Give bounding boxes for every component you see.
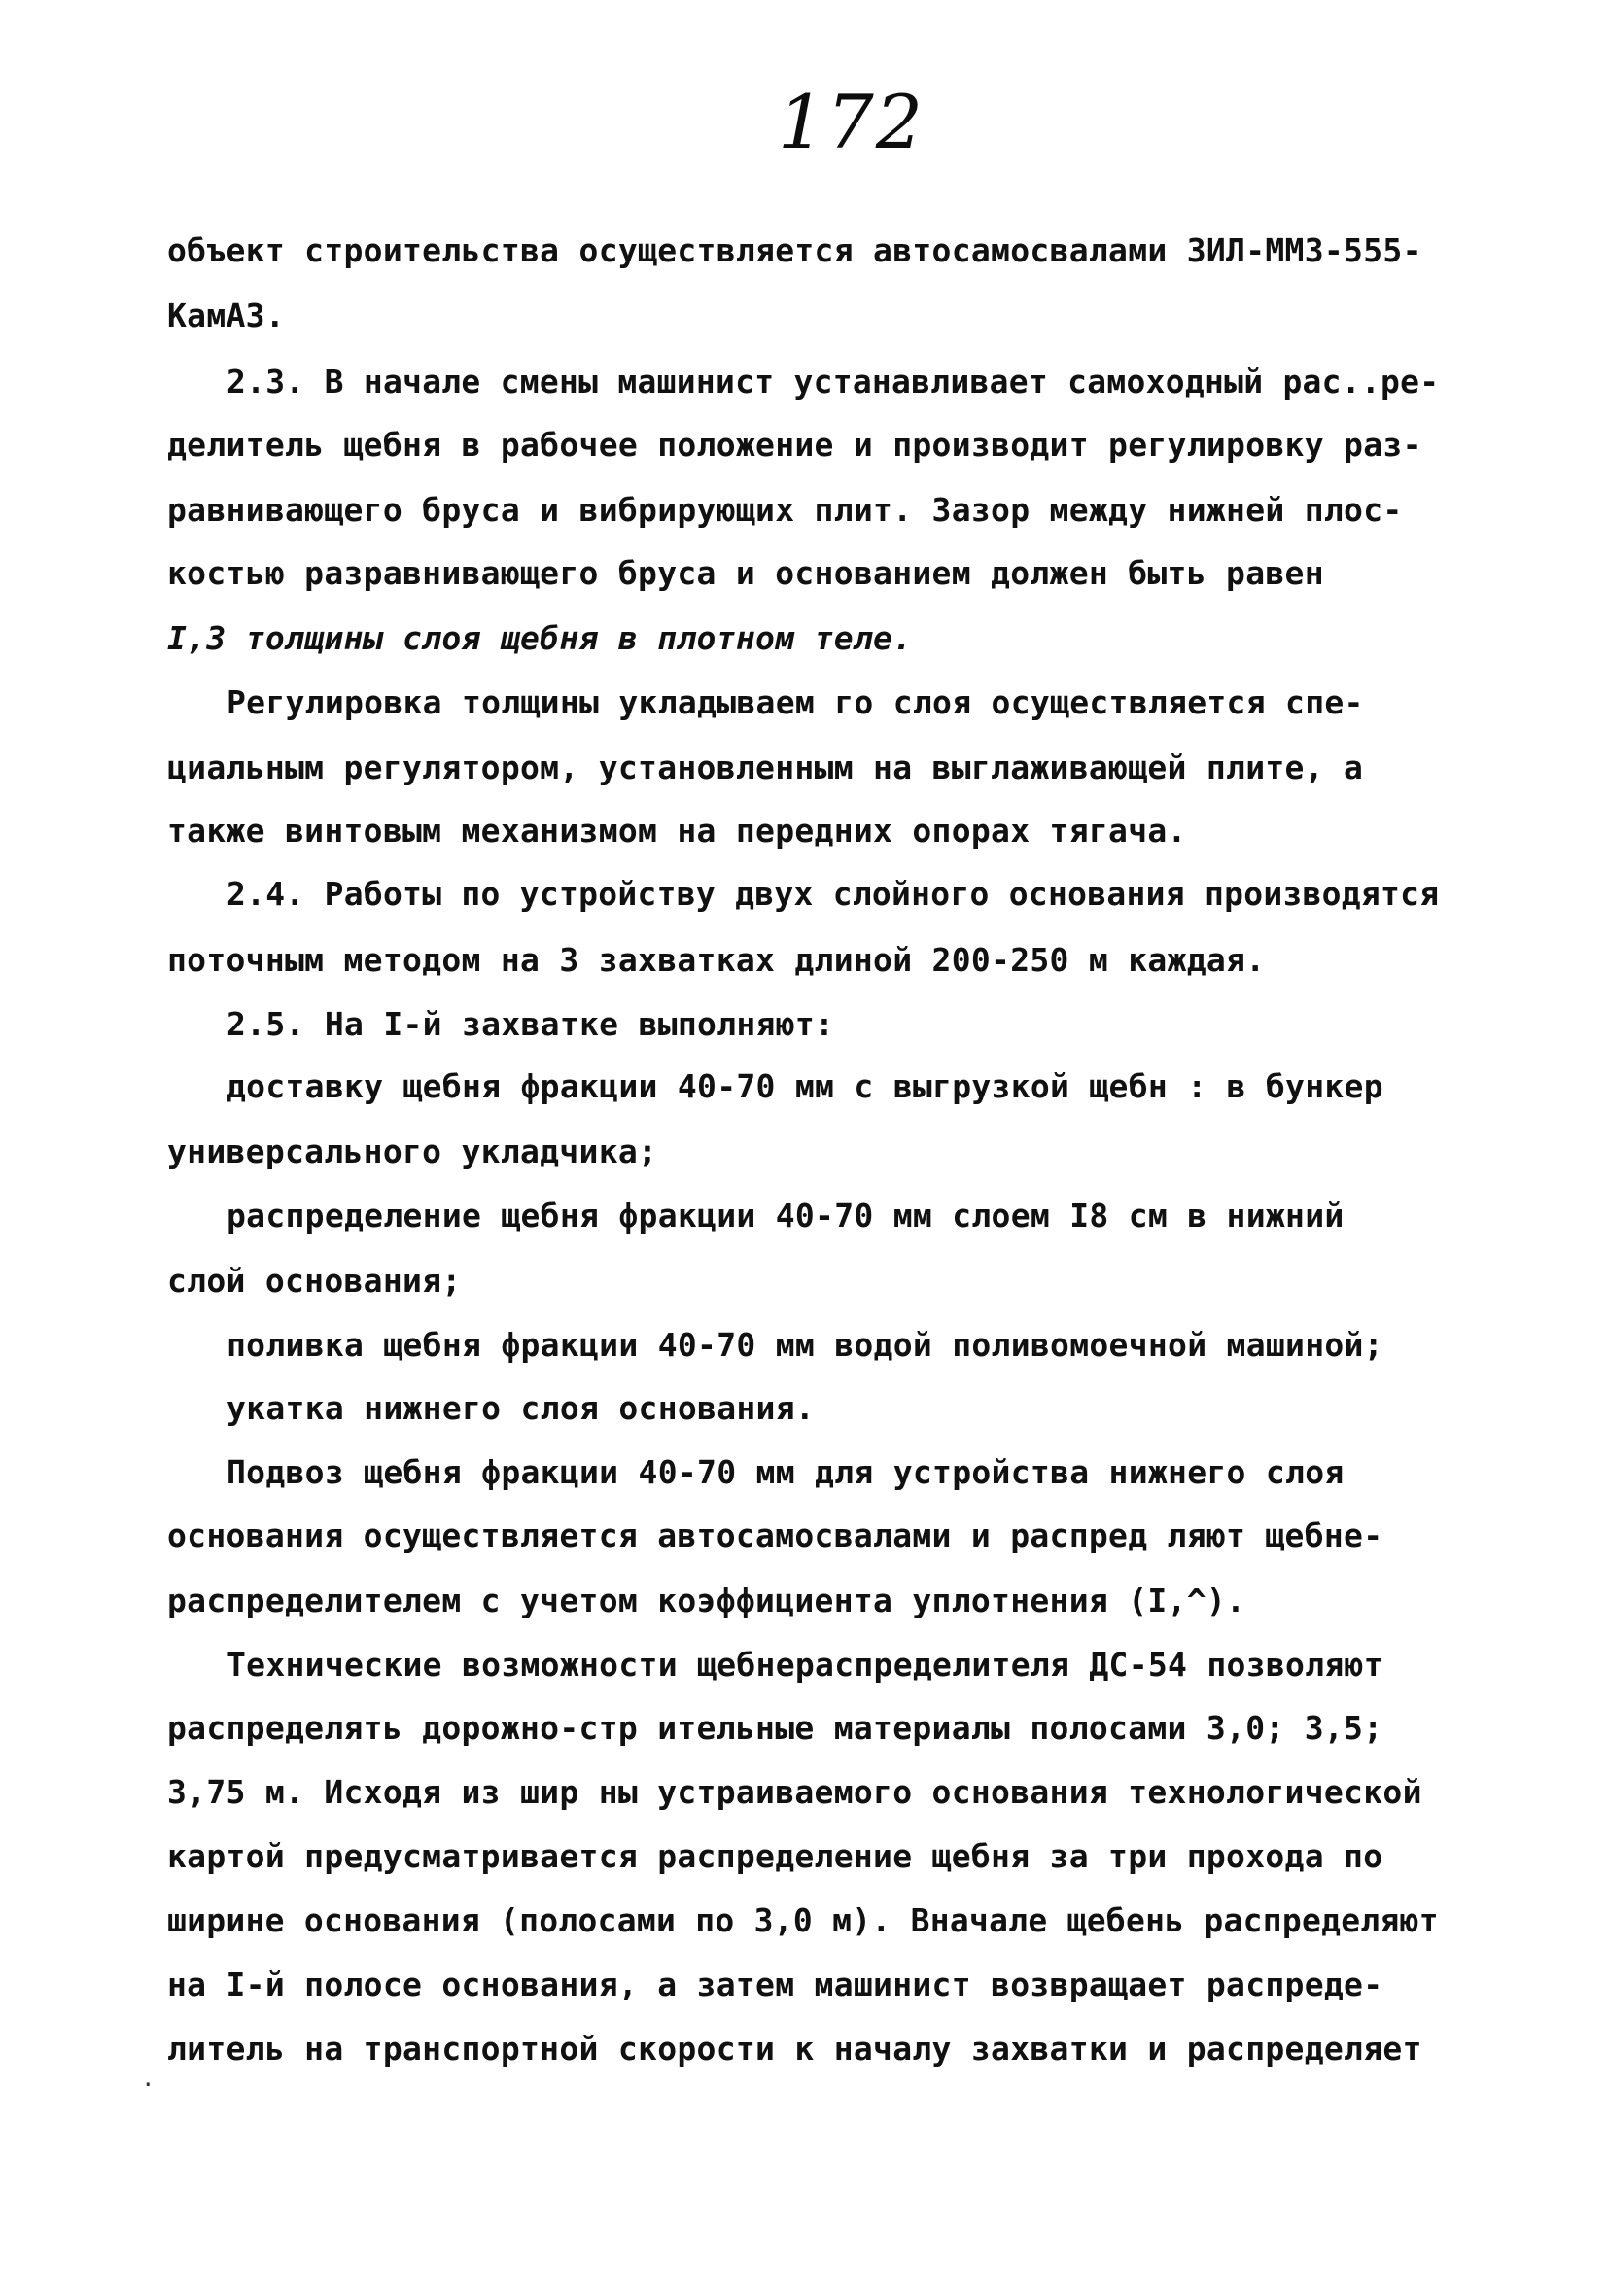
text-line: Регулировка толщины укладываем го слоя осуществляется спе-	[227, 683, 1364, 721]
text-line: основания осуществляется автосамосвалами и распред ляют щебне-	[167, 1516, 1383, 1554]
text-line: распределителем с учетом коэффициента уплотнения (I,^).	[167, 1582, 1246, 1619]
text-line: поливка щебня фракции 40-70 мм водой поливомоечной машиной;	[227, 1326, 1383, 1364]
text-line: 3,75 м. Исходя из шир ны устраиваемого основания технологической	[167, 1773, 1422, 1811]
text-line: циальным регулятором, установленным на выглаживающей плите, а	[167, 748, 1364, 786]
text-line: 2.3. В начале смены машинист устанавливает самоходный рас..ре-	[227, 363, 1440, 400]
text-line: укатка нижнего слоя основания.	[227, 1389, 816, 1427]
text-line: поточным методом на 3 захватках длиной 200-250 м каждая.	[167, 941, 1266, 979]
text-line: ширине основания (полосами по 3,0 м). Вначале щебень распределяют	[167, 1901, 1439, 1939]
text-line: универсального укладчика;	[167, 1132, 658, 1170]
text-line: распределение щебня фракции 40-70 мм слоем I8 см в нижний	[227, 1197, 1345, 1235]
page-number: 172	[778, 79, 926, 165]
text-line: равнивающего бруса и вибрирующих плит. Зазор между нижней плос-	[167, 491, 1403, 529]
text-line: КамАЗ.	[167, 296, 286, 334]
text-line: Подвоз щебня фракции 40-70 мм для устройства нижнего слоя	[227, 1453, 1345, 1491]
text-line: I,3 толщины слоя щебня в плотном теле.	[167, 619, 913, 657]
text-line: распределять дорожно-стр ительные материалы полосами 3,0; 3,5;	[167, 1709, 1383, 1747]
scan-speck: .	[141, 2065, 156, 2092]
text-line: объект строительства осуществляется автосамосвалами ЗИЛ-ММЗ-555-	[167, 231, 1422, 269]
text-line: Технические возможности щебнераспределителя ДС-54 позволяют	[227, 1646, 1383, 1684]
text-line: костью разравнивающего бруса и основанием должен быть равен	[167, 554, 1324, 592]
text-line: слой основания;	[167, 1262, 462, 1300]
text-line: литель на транспортной скорости к началу захватки и распределяет	[167, 2030, 1422, 2068]
text-line: делитель щебня в рабочее положение и производит регулировку раз-	[167, 426, 1422, 464]
text-line: на I-й полосе основания, а затем машинист возвращает распреде-	[167, 1966, 1383, 2003]
text-line: картой предусматривается распределение щебня за три прохода по	[167, 1837, 1383, 1875]
text-line: 2.4. Работы по устройству двух слойного основания производятся	[227, 875, 1440, 913]
text-line: 2.5. На I-й захватке выполняют:	[227, 1005, 835, 1043]
text-line: также винтовым механизмом на передних опорах тягача.	[167, 812, 1187, 850]
text-line: доставку щебня фракции 40-70 мм с выгрузкой щебн : в бункер	[227, 1067, 1383, 1105]
